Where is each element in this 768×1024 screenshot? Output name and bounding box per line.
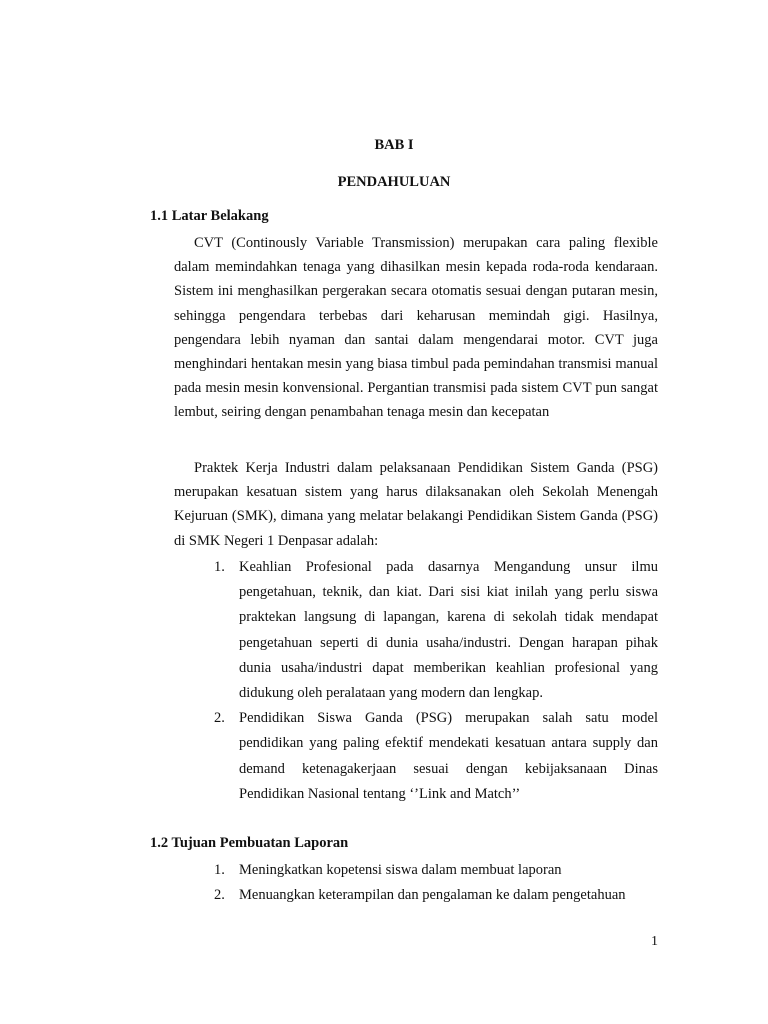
list-item-text: Keahlian Profesional pada dasarnya Mengandung unsur ilmu pengetahuan, teknik, dan kiat. Dari sisi kiat inilah yang perlu siswa praktekan langsung di lapangan, karena di sekolah tidak mendapat pengetahuan seperti di dunia usaha/industri. Dengan harapan pihak dunia usaha/industri dapat memberikan keahlian profesional yang didukung oleh peralataan yang modern dan lengkap.: [239, 559, 658, 702]
paragraph-psg: [174, 456, 658, 553]
list-item-text: Meningkatkan kopetensi siswa dalam membuat laporan: [239, 862, 562, 878]
objectives-list: [214, 858, 658, 908]
list-item: [214, 555, 658, 706]
list-item-number: 2.: [214, 887, 225, 904]
paragraph-cvt-text: CVT (Continously Variable Transmission) merupakan cara paling flexible dalam memindahkan tenaga yang dihasilkan mesin kepada roda-roda kendaraan. Sistem ini menghasilkan pergerakan secara otomatis sesuai dengan putaran mesin, sehingga pengendara terbebas dari keharusan memindah gigi. Hasilnya, pengendara lebih nyaman dan santai dalam mengendarai motor. CVT juga menghindari hentakan mesin yang biasa timbul pada pemindahan transmisi manual pada mesin mesin konvensional. Pergantian transmisi pada sistem CVT pun sangat lembut, seiring dengan penambahan tenaga mesin dan kecepatan: [174, 235, 658, 421]
background-list: [214, 555, 658, 807]
list-item: [214, 706, 658, 807]
paragraph-cvt: [174, 231, 658, 425]
section-heading-tujuan: 1.2 Tujuan Pembuatan Laporan: [150, 835, 349, 851]
list-item-number: 1.: [214, 862, 225, 878]
paragraph-psg-text: Praktek Kerja Industri dalam pelaksanaan Pendidikan Sistem Ganda (PSG) merupakan kesatuan sistem yang harus dilaksanakan oleh Sekolah Menengah Kejuruan (SMK), dimana yang melatar belakangi Pendidikan Sistem Ganda (PSG) di SMK Negeri 1 Denpasar adalah:: [174, 460, 658, 549]
chapter-subtitle: PENDAHULUAN: [337, 174, 451, 190]
list-item-number: 2.: [214, 710, 225, 727]
list-item: [214, 883, 658, 908]
chapter-title: BAB I: [374, 137, 414, 153]
list-item-text: Pendidikan Siswa Ganda (PSG) merupakan salah satu model pendidikan yang paling efektif mendekati kesatuan antara supply dan demand ketenagakerjaan sesuai dengan kebijaksanaan Dinas Pendidikan Nasional tentang ‘’Link and Match’’: [239, 710, 658, 802]
list-item-text: Menuangkan keterampilan dan pengalaman ke dalam pengetahuan: [239, 887, 626, 904]
section-heading-latar-belakang: 1.1 Latar Belakang: [150, 208, 269, 224]
list-item: [214, 858, 658, 883]
list-item-number: 1.: [214, 559, 225, 575]
page-number: 1: [651, 934, 658, 949]
